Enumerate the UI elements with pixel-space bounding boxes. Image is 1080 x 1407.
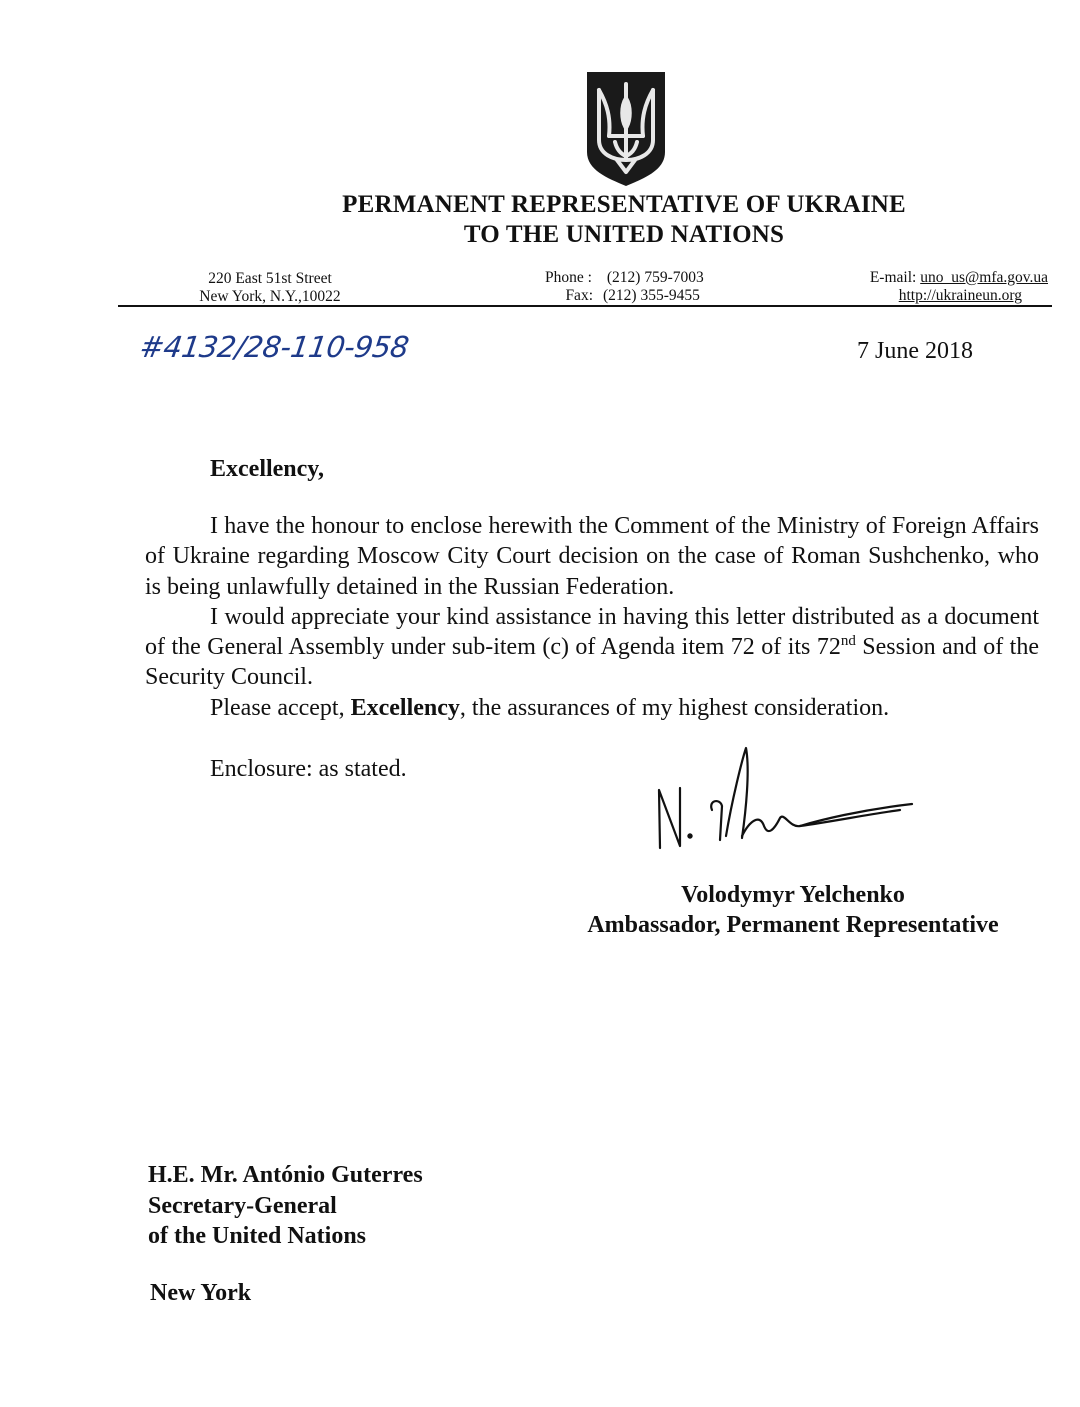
phone-fax-block [545,269,704,305]
handwritten-reference-number: #4132/28-110-958 [137,330,411,364]
phone-label: Phone : [545,269,592,286]
signer-block [560,880,1026,940]
fax-label: Fax: [565,287,593,304]
salutation: Excellency, [210,456,324,482]
address-line2: New York, N.Y.,10022 [199,288,341,305]
enclosure-note: Enclosure: as stated. [210,756,407,782]
recipient-line1: H.E. Mr. António Guterres [148,1162,423,1188]
letterhead-title-line1: PERMANENT REPRESENTATIVE OF UKRAINE [342,191,906,218]
email-label: E-mail: [869,269,917,286]
recipient-city: New York [150,1280,252,1306]
body-paragraph-3 [145,693,1039,723]
fax-value: (212) 355-9455 [603,287,700,304]
recipient-block [148,1160,423,1252]
signer-title: Ambassador, Permanent Representative [587,912,999,938]
letterhead-divider [118,305,1052,307]
email-web-block [850,269,1048,305]
ukraine-trident-emblem-icon [585,70,667,188]
letter-date: 7 June 2018 [857,338,973,364]
signer-name: Volodymyr Yelchenko [681,882,905,908]
email-link[interactable]: uno_us@mfa.gov.ua [920,269,1048,286]
paragraph3-bold: Excellency [350,694,460,721]
letter-body [145,511,1039,723]
body-paragraph-2 [145,602,1039,693]
paragraph3-text-end: , the assurances of my highest consideration. [459,694,890,721]
paragraph3-text: Please accept, [210,694,351,721]
paragraph2-superscript: nd [840,633,856,650]
letterhead-title-line2: TO THE UNITED NATIONS [463,221,785,248]
paragraph2-text-end: Session and of the Security Council. [145,634,1040,691]
website-link[interactable]: http://ukraineun.org [898,287,1022,304]
recipient-line3: of the United Nations [148,1223,367,1249]
mission-address [190,270,350,306]
body-paragraph-1: I have the honour to enclose herewith the Comment of the Ministry of Foreign Affairs of Ukraine regarding Moscow City Court decision on the case of Roman Sushchenko, who is being unlawfully detained in the Russian Federation. [145,513,1039,600]
handwritten-signature-icon [650,740,930,855]
address-line1: 220 East 51st Street [208,270,332,287]
recipient-line2: Secretary-General [148,1192,337,1219]
phone-value: (212) 759-7003 [606,269,704,286]
paragraph2-text: I would appreciate your kind assistance in having this letter distributed as a document of the General Assembly under sub-item (c) of Agenda item 72 of its 72 [145,603,1039,661]
